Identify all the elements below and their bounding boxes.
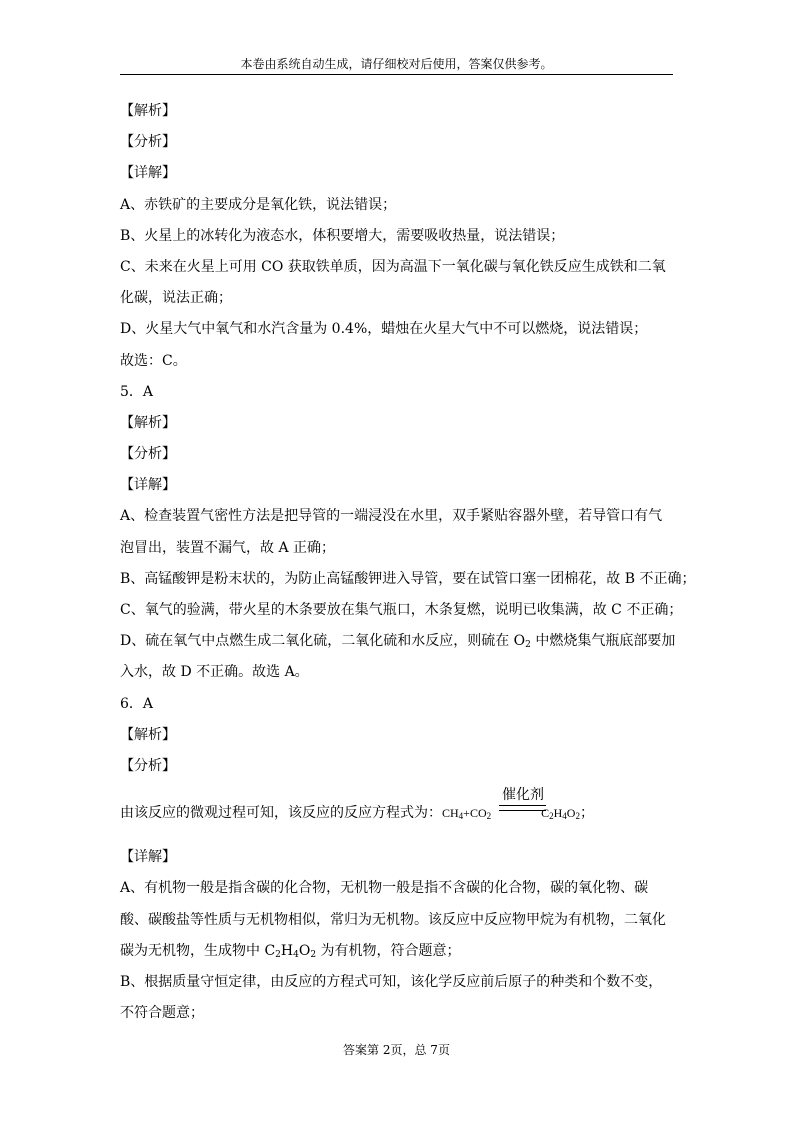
q4-option-d: D、火星大气中氧气和水汽含量为 0.4%，蜡烛在火星大气中不可以燃烧，说法错误； (120, 321, 648, 338)
q6-xiangjie-label: 【详解】 (120, 849, 176, 866)
reactant-co-sub: 2 (486, 811, 492, 822)
q6-option-a (120, 873, 676, 967)
product-o-sub: 2 (575, 811, 580, 822)
page-footer: 答案第 2页，总 7页 (343, 1043, 450, 1057)
q6-a-h: H (280, 942, 294, 959)
q5-xiangjie-label: 【详解】 (120, 477, 176, 494)
page-header: 本卷由系统自动生成，请仔细校对后使用，答案仅供参考。 (240, 57, 553, 71)
q4-xiangjie-label: 【详解】 (120, 165, 176, 182)
q5-option-d-post: 中燃烧集气瓶底部要加入水，故 D 不正确。故选 A。 (120, 633, 676, 681)
reactant-ch: CH (442, 806, 459, 821)
product-h: H (553, 806, 563, 821)
q6-option-a-pre: A、有机物一般是指含碳的化合物，无机物一般是指不含碳的化合物，碳的氧化物、碳酸、碳酸盐等性质与无机物相似，常归为无机物。该反应中反应物甲烷为有机物，二氧化碳为无机物，生成物中 C (120, 880, 666, 959)
q4-jiexi-label: 【解析】 (120, 103, 176, 119)
product-h-sub: 4 (562, 811, 567, 822)
q6-reactants (442, 806, 491, 820)
q4-option-a: A、赤铁矿的主要成分是氧化铁，说法错误； (120, 196, 397, 213)
q6-option-b: B、根据质量守恒定律，由反应的方程式可知，该化学反应前后原子的种类和个数不变，不符合题意； (120, 974, 663, 1022)
q5-option-d-sub: 2 (525, 640, 531, 651)
header-divider (120, 74, 673, 75)
q5-number: 5．A (120, 383, 154, 400)
q5-option-c: C、氧气的验满，带火星的木条要放在集气瓶口，木条复燃，说明已收集满，故 C 不正确； (120, 602, 683, 619)
reaction-equals-sign (499, 805, 546, 811)
q4-option-c: C、未来在火星上可用 CO 获取铁单质，因为高温下一氧化碳与氧化铁反应生成铁和二氧化碳，说法正确； (120, 258, 666, 307)
q5-option-d (120, 626, 676, 688)
product-c-sub: 2 (549, 811, 554, 822)
reactant-ch-sub: 4 (458, 811, 464, 822)
q4-answer: 故选：C。 (120, 352, 187, 369)
document-body (120, 96, 696, 1029)
q6-fenxi-label: 【分析】 (120, 758, 176, 775)
q6-a-h-sub: 4 (293, 949, 299, 960)
q5-option-d-pre: D、硫在氧气中点燃生成二氧化硫，二氧化硫和水反应，则硫在 O (120, 633, 526, 650)
catalyst-label: 催化剂 (502, 787, 544, 804)
q6-a-o: O (298, 942, 311, 959)
q5-jiexi-label: 【解析】 (120, 414, 176, 431)
q5-option-a: A、检查装置气密性方法是把导管的一端浸没在水里，双手紧贴容器外壁，若导管口有气泡冒出，装置不漏气，故 A 正确； (120, 508, 663, 556)
q6-a-c-sub: 2 (275, 949, 281, 960)
reactant-co: +CO (463, 806, 487, 821)
product-o: O (566, 806, 576, 821)
product-c: C (541, 806, 550, 821)
q5-option-b: B、高锰酸钾是粉末状的，为防止高锰酸钾进入导管，要在试管口塞一团棉花，故 B 不正确； (120, 570, 696, 587)
q6-number: 6．A (120, 695, 154, 712)
q6-option-a-post: 为有机物，符合题意； (316, 942, 461, 959)
q6-equation-intro: 由该反应的微观过程可知，该反应的反应方程式为： (120, 805, 442, 822)
q6-product (541, 806, 580, 820)
q6-jiexi-label: 【解析】 (120, 726, 176, 743)
q4-option-b: B、火星上的冰转化为液态水，体积要增大，需要吸收热量，说法错误； (120, 227, 565, 244)
q6-a-o-sub: 2 (310, 949, 317, 960)
q6-equation-line (120, 782, 676, 842)
q4-fenxi-label: 【分析】 (120, 134, 176, 151)
q5-fenxi-label: 【分析】 (120, 446, 176, 463)
q6-equation-end: ； (579, 805, 594, 822)
